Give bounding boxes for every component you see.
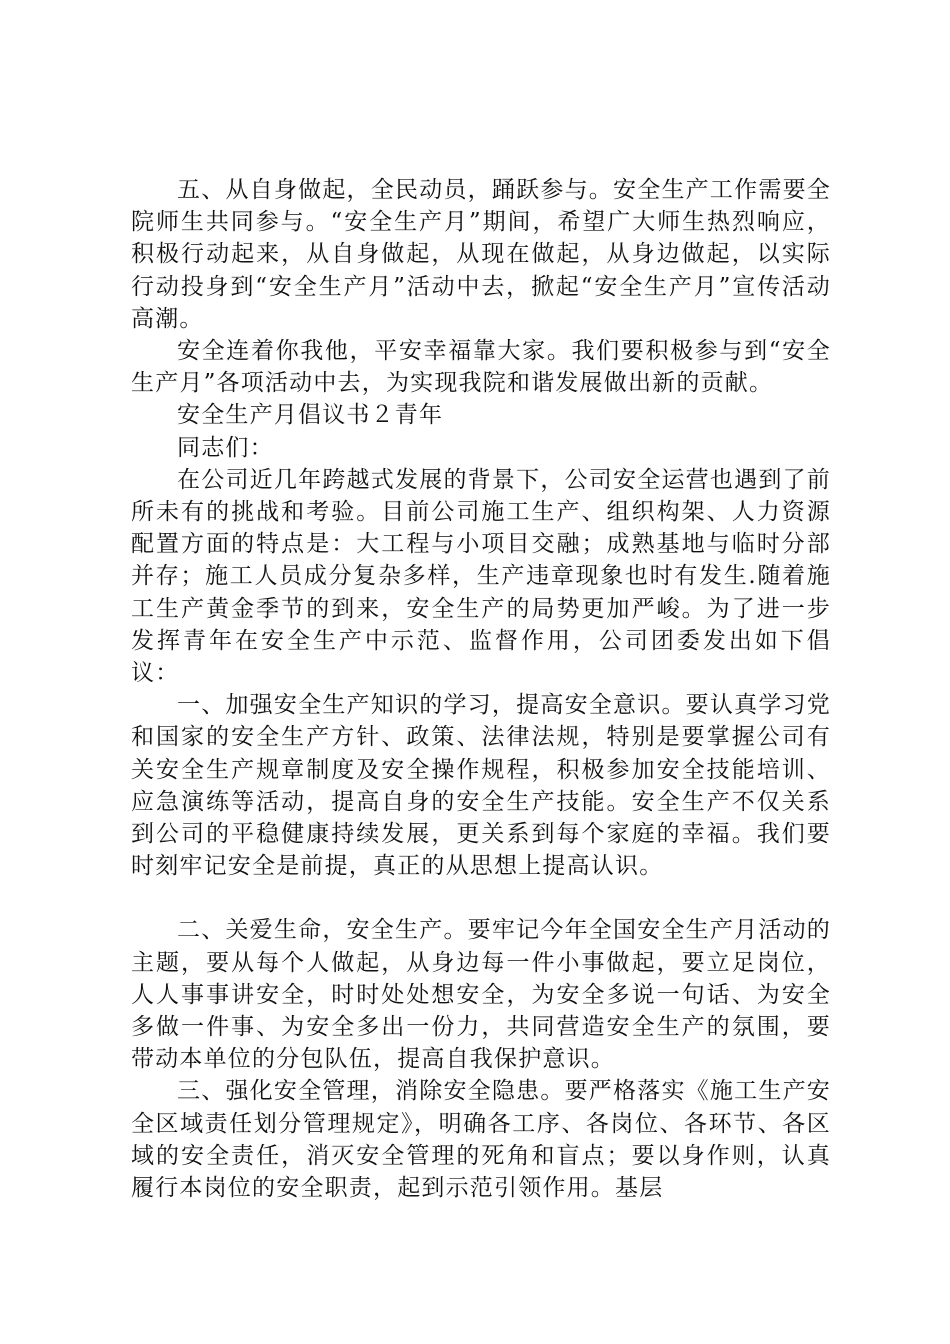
paragraph-point-one: 一、加强安全生产知识的学习，提高安全意识。要认真学习党和国家的安全生产方针、政策、法律法规，特别是要掌握公司有关安全生产规章制度及安全操作规程，积极参加安全技能培训、应急演练等活动，提高自身的安全生产技能。安全生产不仅关系到公司的平稳健康持续发展，更关系到每个家庭的幸福。我们要时刻牢记安全是前提，真正的从思想上提高认识。: [131, 692, 831, 880]
paragraph-closing-call: 安全连着你我他，平安幸福靠大家。我们要积极参与到“安全生产月”各项活动中去，为实现我院和谐发展做出新的贡献。: [131, 338, 831, 397]
document-page: [131, 174, 831, 1204]
paragraph-point-two: 二、关爱生命，安全生产。要牢记今年全国安全生产月活动的主题，要从每个人做起，从身边每一件小事做起，要立足岗位，人人事事讲安全，时时处处想安全，为安全多说一句话、为安全多做一件事、为安全多出一份力，共同营造安全生产的氛围，要带动本单位的分包队伍，提高自我保护意识。: [131, 917, 831, 1073]
paragraph-point-three: 三、强化安全管理，消除安全隐患。要严格落实《施工生产安全区域责任划分管理规定》，明确各工序、各岗位、各环节、各区域的安全责任，消灭安全管理的死角和盲点；要以身作则，认真履行本岗位的安全职责，起到示范引领作用。基层: [131, 1078, 831, 1202]
paragraph-point-five: 五、从自身做起，全民动员，踊跃参与。安全生产工作需要全院师生共同参与。“安全生产月”期间，希望广大师生热烈响应，积极行动起来，从自身做起，从现在做起，从身边做起，以实际行动投身到“安全生产月”活动中去，掀起“安全生产月”宣传活动高潮。: [131, 177, 831, 332]
paragraph-background: 在公司近几年跨越式发展的背景下，公司安全运营也遇到了前所未有的挑战和考验。目前公司施工生产、组织构架、人力资源配置方面的特点是：大工程与小项目交融；成熟基地与临时分部并存；施工人员成分复杂多样，生产违章现象也时有发生.随着施工生产黄金季节的到来，安全生产的局势更加严峻。为了进一步发挥青年在安全生产中示范、监督作用，公司团委发出如下倡议：: [131, 466, 831, 687]
salutation: 同志们：: [177, 434, 274, 461]
section-title: 安全生产月倡议书２青年: [177, 402, 444, 429]
